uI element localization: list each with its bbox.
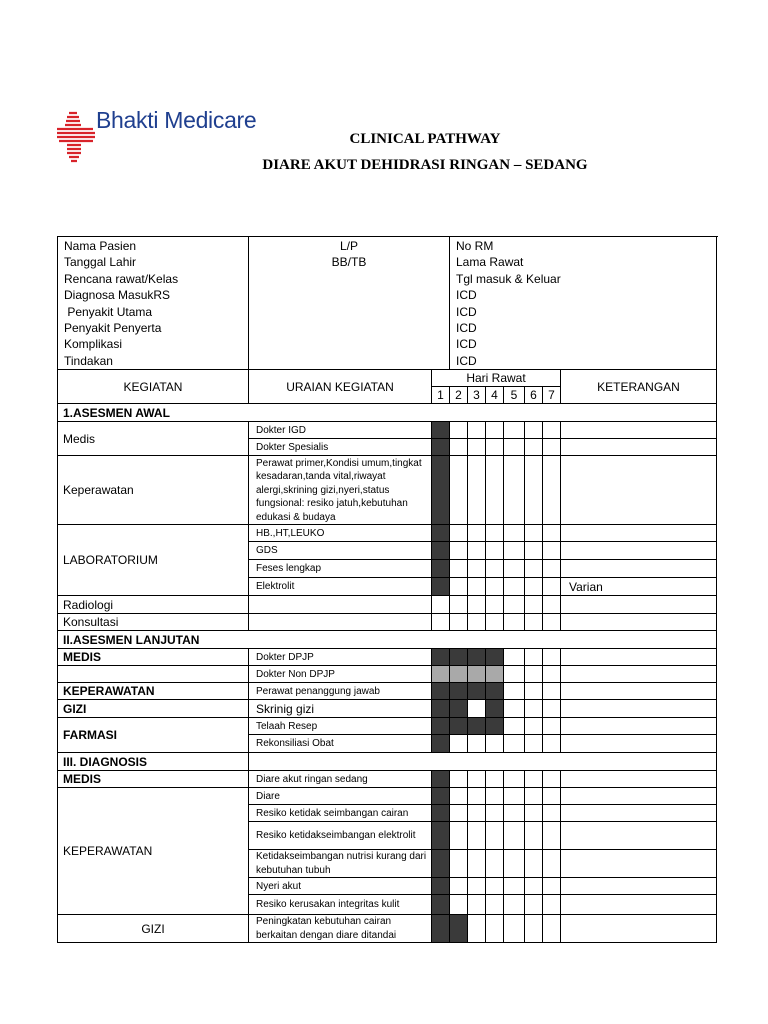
day-cell-filled: [432, 771, 450, 788]
keterangan-cell: [561, 683, 717, 700]
table-row: [58, 666, 717, 683]
day-cell: [468, 596, 486, 614]
uraian-dokter-non-dpjp: Dokter Non DPJP: [249, 666, 432, 683]
diagnosa-masuk-label: Diagnosa MasukRS: [64, 288, 171, 303]
hospital-brand-name: Bhakti Medicare: [96, 107, 257, 133]
day-cell-filled: [468, 683, 486, 700]
icd-label: ICD: [456, 353, 477, 368]
day-cell-filled: [432, 525, 450, 542]
day-cell: [504, 771, 525, 788]
day-cell: [468, 878, 486, 895]
day-cell: [468, 578, 486, 596]
day-cell: [543, 560, 561, 578]
day-cell: [486, 525, 504, 542]
uraian-dokter-spesialis: Dokter Spesialis: [249, 439, 432, 456]
keterangan-cell: [561, 822, 717, 850]
section-row: [58, 753, 717, 771]
keterangan-cell: [561, 596, 717, 614]
day-cell-filled: [432, 822, 450, 850]
day-cell: [468, 822, 486, 850]
day-7: 7: [543, 387, 561, 404]
kegiatan-gizi-diagnosis: GIZI: [58, 915, 249, 943]
day-cell: [504, 683, 525, 700]
day-cell-filled: [432, 683, 450, 700]
day-cell: [486, 771, 504, 788]
day-cell: [504, 422, 525, 439]
day-3: 3: [468, 387, 486, 404]
keterangan-cell: [561, 878, 717, 895]
day-cell: [525, 788, 543, 805]
day-cell: [486, 735, 504, 753]
keterangan-cell: [561, 614, 717, 631]
table-row: [58, 525, 717, 542]
day-cell: [468, 700, 486, 718]
day-cell: [504, 456, 525, 525]
day-2: 2: [450, 387, 468, 404]
keterangan-cell: [561, 788, 717, 805]
kegiatan-empty: [58, 666, 249, 683]
day-cell: [468, 422, 486, 439]
day-cell: [468, 915, 486, 943]
day-cell: [525, 525, 543, 542]
keterangan-cell: [561, 771, 717, 788]
keterangan-cell: [561, 439, 717, 456]
table-header-row: [58, 370, 717, 387]
day-cell: [468, 850, 486, 878]
day-cell-grey: [486, 666, 504, 683]
uraian-rekonsiliasi-obat: Rekonsiliasi Obat: [249, 735, 432, 753]
kegiatan-medis-lanjutan: MEDIS: [58, 649, 249, 666]
day-cell: [525, 596, 543, 614]
icd-label: ICD: [456, 337, 477, 352]
day-cell: [543, 542, 561, 560]
day-cell: [468, 771, 486, 788]
uraian-perawat-penanggung-jawab: Perawat penanggung jawab: [249, 683, 432, 700]
day-cell-filled: [432, 850, 450, 878]
day-cell: [468, 614, 486, 631]
day-cell: [525, 805, 543, 822]
uraian-empty: [249, 614, 432, 631]
day-cell: [450, 878, 468, 895]
header-kegiatan: KEGIATAN: [58, 370, 249, 404]
day-cell: [486, 560, 504, 578]
day-cell-filled: [486, 718, 504, 735]
day-cell-filled: [432, 735, 450, 753]
day-cell: [450, 735, 468, 753]
day-cell-filled: [432, 649, 450, 666]
day-cell: [450, 542, 468, 560]
day-cell-filled: [450, 649, 468, 666]
day-cell: [450, 456, 468, 525]
table-row: [58, 788, 717, 805]
table-row: [58, 614, 717, 631]
day-cell: [486, 614, 504, 631]
day-cell: [525, 422, 543, 439]
uraian-telaah-resep: Telaah Resep: [249, 718, 432, 735]
day-cell: [543, 718, 561, 735]
keterangan-varian: Varian: [561, 578, 717, 596]
day-cell: [525, 822, 543, 850]
day-cell: [468, 788, 486, 805]
day-cell: [450, 805, 468, 822]
day-cell: [543, 422, 561, 439]
penyakit-utama-label: Penyakit Utama: [64, 304, 153, 319]
day-cell: [525, 666, 543, 683]
no-rm-label: No RM: [456, 239, 494, 253]
day-cell-filled: [432, 422, 450, 439]
kegiatan-konsultasi: Konsultasi: [58, 614, 249, 631]
uraian-dokter-dpjp: Dokter DPJP: [249, 649, 432, 666]
day-cell: [504, 596, 525, 614]
day-cell: [543, 666, 561, 683]
day-cell: [543, 915, 561, 943]
section-row: [58, 631, 717, 649]
uraian-perawat-primer: Perawat primer,Kondisi umum,tingkat kesadaran,tanda vital,riwayat alergi,skrining gizi,nyeri,status fungsional: resiko jatuh,kebutuhan edukasi & budaya: [249, 456, 432, 525]
penyakit-penyerta-label: Penyakit Penyerta: [64, 321, 162, 336]
day-cell: [543, 596, 561, 614]
rencana-rawat-label: Rencana rawat/Kelas: [64, 271, 179, 286]
table-row: [58, 596, 717, 614]
kegiatan-radiologi: Radiologi: [58, 596, 249, 614]
day-cell: [543, 771, 561, 788]
day-cell: [543, 822, 561, 850]
tanggal-lahir-label: Tanggal Lahir: [64, 255, 137, 270]
keterangan-cell: [561, 805, 717, 822]
day-cell-filled: [450, 700, 468, 718]
day-cell: [504, 525, 525, 542]
uraian-integritas-kulit: Resiko kerusakan integritas kulit: [249, 895, 432, 915]
day-4: 4: [486, 387, 504, 404]
day-cell-filled: [432, 895, 450, 915]
day-cell: [525, 614, 543, 631]
day-cell-filled: [468, 649, 486, 666]
day-1: 1: [432, 387, 450, 404]
uraian-resiko-cairan: Resiko ketidak seimbangan cairan: [249, 805, 432, 822]
day-cell: [504, 850, 525, 878]
day-cell: [543, 525, 561, 542]
day-cell: [504, 439, 525, 456]
day-cell: [486, 596, 504, 614]
uraian-elektrolit: Elektrolit: [249, 578, 432, 596]
patient-info-left: [58, 237, 249, 370]
day-cell-filled: [432, 439, 450, 456]
keterangan-cell: [561, 895, 717, 915]
table-row: [58, 422, 717, 439]
day-cell: [525, 439, 543, 456]
uraian-diare: Diare: [249, 788, 432, 805]
uraian-resiko-elektrolit: Resiko ketidakseimbangan elektrolit: [249, 822, 432, 850]
day-cell: [543, 683, 561, 700]
kegiatan-keperawatan: Keperawatan: [58, 456, 249, 525]
icd-label: ICD: [456, 288, 477, 303]
bb-tb-label: BB/TB: [331, 255, 367, 270]
nama-pasien-label: Nama Pasien: [64, 239, 137, 253]
day-cell: [468, 439, 486, 456]
day-cell: [504, 822, 525, 850]
day-cell-filled: [486, 649, 504, 666]
day-cell: [525, 878, 543, 895]
day-cell-filled: [432, 915, 450, 943]
patient-info-right: [450, 237, 717, 370]
table-row: [58, 915, 717, 943]
header-uraian-kegiatan: URAIAN KEGIATAN: [249, 370, 432, 404]
day-cell: [486, 456, 504, 525]
uraian-gizi-cairan: Peningkatan kebutuhan cairan berkaitan dengan diare ditandai: [249, 915, 432, 943]
uraian-skrining-gizi: Skrinig gizi: [249, 700, 432, 718]
table-row: [58, 771, 717, 788]
kegiatan-laboratorium: LABORATORIUM: [58, 525, 249, 596]
day-cell: [450, 422, 468, 439]
day-cell: [450, 614, 468, 631]
day-cell: [450, 771, 468, 788]
day-cell: [432, 596, 450, 614]
day-cell: [450, 895, 468, 915]
day-cell: [525, 735, 543, 753]
patient-info-row: [58, 237, 717, 370]
day-cell: [486, 915, 504, 943]
day-cell: [468, 735, 486, 753]
table-row: [58, 683, 717, 700]
day-6: 6: [525, 387, 543, 404]
keterangan-cell: [561, 525, 717, 542]
day-cell: [543, 805, 561, 822]
day-cell-filled: [432, 718, 450, 735]
day-cell-grey: [450, 666, 468, 683]
day-cell: [543, 700, 561, 718]
day-cell: [504, 878, 525, 895]
kegiatan-medis: Medis: [58, 422, 249, 456]
day-cell: [468, 560, 486, 578]
day-cell-filled: [486, 683, 504, 700]
document-title: CLINICAL PATHWAY: [349, 131, 501, 147]
keterangan-cell: [561, 649, 717, 666]
day-cell: [504, 895, 525, 915]
icd-label: ICD: [456, 304, 477, 319]
keterangan-cell: [561, 560, 717, 578]
table-row: [58, 456, 717, 525]
kegiatan-keperawatan-diagnosis: KEPERAWATAN: [58, 788, 249, 915]
day-cell: [543, 614, 561, 631]
day-cell: [525, 683, 543, 700]
day-cell: [486, 542, 504, 560]
kegiatan-keperawatan-lanjutan: KEPERAWATAN: [58, 683, 249, 700]
document-subtitle: DIARE AKUT DEHIDRASI RINGAN – SEDANG: [262, 157, 588, 173]
header-hari-rawat: Hari Rawat: [432, 370, 561, 387]
day-cell: [450, 439, 468, 456]
day-cell-filled: [468, 718, 486, 735]
day-cell: [525, 915, 543, 943]
day-cell-grey: [468, 666, 486, 683]
day-cell: [504, 560, 525, 578]
day-cell: [525, 895, 543, 915]
day-cell-filled: [432, 456, 450, 525]
day-cell: [504, 614, 525, 631]
keterangan-cell: [561, 456, 717, 525]
day-cell: [525, 718, 543, 735]
section-row: [58, 404, 717, 422]
day-cell: [504, 718, 525, 735]
day-cell: [432, 614, 450, 631]
day-cell: [543, 649, 561, 666]
day-cell: [468, 805, 486, 822]
header-keterangan: KETERANGAN: [561, 370, 717, 404]
day-cell: [504, 666, 525, 683]
jenis-kelamin-label: L/P: [339, 239, 358, 253]
uraian-gds: GDS: [249, 542, 432, 560]
day-cell: [525, 771, 543, 788]
day-cell: [450, 525, 468, 542]
day-cell: [543, 895, 561, 915]
clinical-pathway-table: [57, 236, 717, 943]
day-cell-filled: [486, 700, 504, 718]
day-cell: [450, 596, 468, 614]
keterangan-cell: [561, 542, 717, 560]
day-cell-filled: [450, 915, 468, 943]
day-cell: [486, 805, 504, 822]
table-row: [58, 718, 717, 735]
day-cell: [543, 456, 561, 525]
uraian-empty: [249, 596, 432, 614]
day-cell: [543, 735, 561, 753]
day-cell: [468, 895, 486, 915]
tindakan-label: Tindakan: [64, 353, 113, 368]
day-5: 5: [504, 387, 525, 404]
day-cell-filled: [432, 805, 450, 822]
keterangan-cell: [561, 422, 717, 439]
icd-label: ICD: [456, 321, 477, 336]
day-cell: [504, 735, 525, 753]
day-cell-filled: [450, 718, 468, 735]
kegiatan-farmasi: FARMASI: [58, 718, 249, 753]
day-cell: [525, 578, 543, 596]
day-cell-grey: [432, 666, 450, 683]
day-cell: [486, 439, 504, 456]
day-cell: [525, 700, 543, 718]
day-cell: [504, 700, 525, 718]
day-cell: [504, 542, 525, 560]
day-cell: [504, 649, 525, 666]
day-cell: [468, 456, 486, 525]
day-cell: [504, 578, 525, 596]
section-diagnosis: III. DIAGNOSIS: [58, 753, 249, 771]
day-cell: [543, 578, 561, 596]
uraian-diare-akut: Diare akut ringan sedang: [249, 771, 432, 788]
keterangan-cell: [561, 666, 717, 683]
day-cell-filled: [450, 683, 468, 700]
day-cell: [486, 822, 504, 850]
day-cell: [504, 788, 525, 805]
day-cell: [543, 439, 561, 456]
day-cell-filled: [432, 788, 450, 805]
lama-rawat-label: Lama Rawat: [456, 255, 524, 270]
day-cell: [486, 895, 504, 915]
day-cell: [486, 578, 504, 596]
patient-info-middle: [249, 237, 450, 370]
day-cell: [504, 915, 525, 943]
day-cell: [450, 788, 468, 805]
keterangan-cell: [561, 915, 717, 943]
day-cell: [468, 542, 486, 560]
day-cell: [486, 788, 504, 805]
day-cell-filled: [432, 700, 450, 718]
day-cell: [450, 822, 468, 850]
komplikasi-label: Komplikasi: [64, 337, 123, 352]
keterangan-cell: [561, 718, 717, 735]
day-cell: [543, 788, 561, 805]
section-asesmen-lanjutan: II.ASESMEN LANJUTAN: [58, 631, 717, 649]
day-cell: [486, 422, 504, 439]
day-cell: [543, 878, 561, 895]
day-cell: [525, 456, 543, 525]
day-cell: [486, 850, 504, 878]
day-cell: [468, 525, 486, 542]
day-cell-filled: [432, 878, 450, 895]
keterangan-cell: [561, 700, 717, 718]
uraian-dokter-igd: Dokter IGD: [249, 422, 432, 439]
day-cell: [525, 649, 543, 666]
keterangan-cell: [561, 735, 717, 753]
tgl-masuk-keluar-label: Tgl masuk & Keluar: [456, 271, 561, 286]
day-cell: [450, 578, 468, 596]
day-cell: [504, 805, 525, 822]
day-cell: [525, 850, 543, 878]
uraian-nyeri-akut: Nyeri akut: [249, 878, 432, 895]
kegiatan-gizi-lanjutan: GIZI: [58, 700, 249, 718]
day-cell-filled: [432, 542, 450, 560]
keterangan-cell: [561, 850, 717, 878]
kegiatan-medis-diagnosis: MEDIS: [58, 771, 249, 788]
day-cell: [525, 560, 543, 578]
day-cell: [450, 560, 468, 578]
table-row: [58, 649, 717, 666]
uraian-feses-lengkap: Feses lengkap: [249, 560, 432, 578]
day-cell: [525, 542, 543, 560]
day-cell-filled: [432, 560, 450, 578]
section-blank: [249, 753, 717, 771]
uraian-nutrisi: Ketidakseimbangan nutrisi kurang dari kebutuhan tubuh: [249, 850, 432, 878]
day-cell: [543, 850, 561, 878]
day-cell-filled: [432, 578, 450, 596]
day-cell: [450, 850, 468, 878]
table-row: [58, 700, 717, 718]
day-cell: [486, 878, 504, 895]
uraian-hb-ht-leuko: HB.,HT,LEUKO: [249, 525, 432, 542]
section-asesmen-awal: 1.ASESMEN AWAL: [58, 404, 717, 422]
